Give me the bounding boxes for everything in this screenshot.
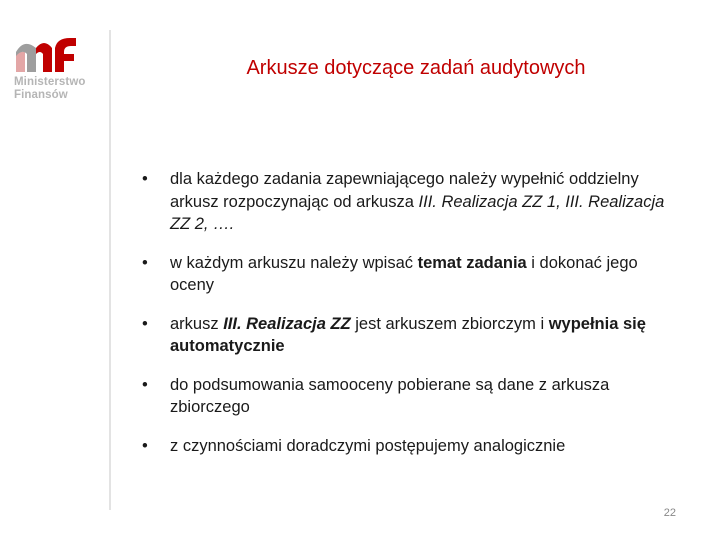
bullet-text-run: III. Realizacja ZZ 1, III. Realizacja ZZ 2, …. (170, 192, 665, 233)
logo-text-line2: Finansów (14, 89, 68, 101)
bullet-text-run: temat zadania (417, 253, 527, 272)
bullet-text-run: dla każdego zadania zapewniającego należy wypełnić oddzielny arkusz rozpoczynając od arkusza (170, 170, 639, 211)
logo-text-line1: Ministerstwo (14, 76, 86, 88)
bullet-item (140, 313, 670, 358)
bullet-item (140, 168, 670, 236)
bullet-text-run: i dokonać jego oceny (170, 253, 638, 294)
bullet-text-run: wypełnia się automatycznie (170, 314, 646, 355)
bullet-text-run: III. Realizacja ZZ (223, 314, 351, 333)
mf-logo-icon (14, 34, 78, 72)
bullet-list (140, 168, 670, 473)
slide-title: Arkusze dotyczące zadań audytowych (246, 57, 586, 79)
ministry-logo (14, 34, 98, 102)
page-number: 22 (663, 507, 676, 519)
bullet-item (140, 374, 670, 419)
bullet-text-run: arkusz (170, 314, 224, 333)
bullet-item (140, 252, 670, 297)
bullet-text-run: do podsumowania samooceny pobierane są dane z arkusza zbiorczego (170, 375, 610, 416)
bullet-text-run: z czynnościami doradczymi postępujemy analogicznie (170, 436, 566, 455)
bullet-text-run: jest arkuszem zbiorczym i (350, 314, 549, 333)
bullet-text-run: w każdym arkuszu należy wpisać (170, 253, 418, 272)
vertical-divider (109, 30, 111, 510)
bullet-item (140, 435, 670, 458)
